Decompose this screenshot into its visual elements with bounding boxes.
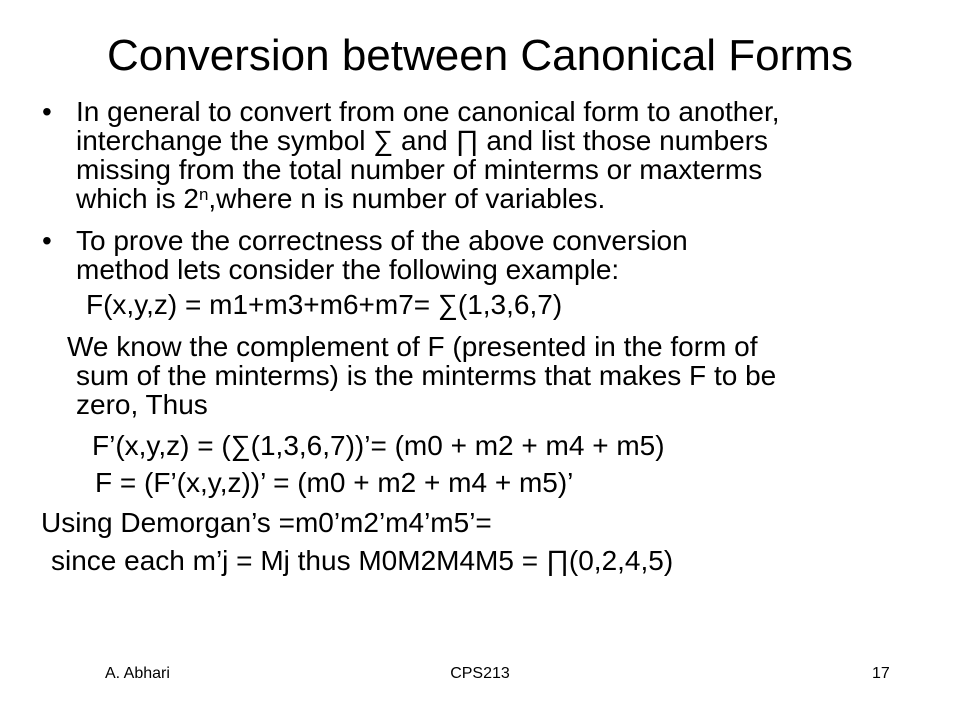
bullet-marker: • xyxy=(42,96,52,127)
final-conversion-line: since each m’j = Mj thus M0M2M4M5 = ∏(0,2,4,5) xyxy=(51,545,674,576)
equation-f-minterms: F(x,y,z) = m1+m3+m6+m7= ∑(1,3,6,7) xyxy=(86,289,563,320)
footer-page-number: 17 xyxy=(872,665,890,682)
complement-line-1: We know the complement of F (presented in the form of xyxy=(67,331,758,362)
bullet-2-line-1: To prove the correctness of the above conversion xyxy=(76,225,688,256)
bullet-marker: • xyxy=(42,225,52,256)
complement-line-3: zero, Thus xyxy=(76,389,208,420)
bullet-1-line-4-before: which is 2 xyxy=(76,183,199,214)
bullet-1-line-3: missing from the total number of minterms or maxterms xyxy=(76,154,763,185)
slide-title: Conversion between Canonical Forms xyxy=(107,31,853,80)
complement-line-2: sum of the minterms) is the minterms that makes F to be xyxy=(76,360,777,391)
equation-f-prime: F’(x,y,z) = (∑(1,3,6,7))’= (m0 + m2 + m4 + m5) xyxy=(92,430,665,461)
footer-author: A. Abhari xyxy=(105,665,170,682)
exponent-n: n xyxy=(198,185,209,204)
bullet-2-line-2: method lets consider the following example: xyxy=(76,254,620,285)
bullet-1-line-1: In general to convert from one canonical form to another, xyxy=(76,96,780,127)
footer-course: CPS213 xyxy=(450,665,510,682)
bullet-1-line-4 xyxy=(76,183,605,214)
bullet-1-line-2: interchange the symbol ∑ and ∏ and list those numbers xyxy=(76,125,769,156)
demorgan-line: Using Demorgan’s =m0’m2’m4’m5’= xyxy=(41,507,492,538)
bullet-1-line-4-after: ,where n is number of variables. xyxy=(208,183,606,214)
equation-f-double-complement: F = (F’(x,y,z))’ = (m0 + m2 + m4 + m5)’ xyxy=(95,467,574,498)
